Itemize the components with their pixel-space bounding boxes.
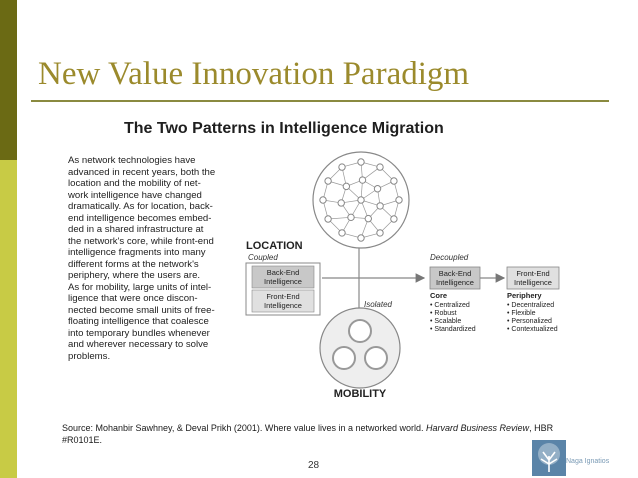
network-node [339,230,345,236]
network-node [391,216,397,222]
isolated-label: Isolated [363,300,393,309]
network-node [343,183,349,189]
network-node [348,214,354,220]
periphery-item: • Decentralized [507,302,555,309]
body-line: As for mobility, large units of intel- [68,281,212,293]
periphery-item: • Contextualized [507,326,558,333]
body-line: different forms at the network's [68,258,199,270]
body-line: advanced in recent years, both the [68,166,216,178]
body-line: the network's core, while front-end [68,235,214,247]
coupled-label: Coupled [248,253,278,262]
body-line: As network technologies have [68,155,196,166]
network-node [391,178,397,184]
page-number: 28 [308,460,320,471]
network-node [377,230,383,236]
body-line: ligence that were once discon- [68,293,198,304]
source-text: Source: Mohanbir Sawhney, & Deval Prikh (2001). Where value lives in a networked world. [62,423,427,433]
intelligence-migration-diagram [240,150,570,410]
source-journal: Harvard Business Review [426,423,530,433]
core-item: • Standardized [430,326,476,333]
left-accent-bar-light [0,160,17,478]
left-accent-bar-dark [0,0,17,160]
slide-title: New Value Innovation Paradigm [38,56,470,92]
logo-text: Naga Ignatios [566,458,610,465]
isolated-unit [333,347,355,369]
network-node [325,216,331,222]
decoupled-front-end-label: Front-End [516,269,550,278]
figure-title: The Two Patterns in Intelligence Migration [124,120,444,137]
network-node [365,215,371,221]
coupled-front-end-label: Front-End [266,292,300,301]
coupled-back-end-label: Intelligence [264,277,302,286]
source-text-end: , HBR #R0101E. [62,423,554,445]
decoupled-front-end-label: Intelligence [514,278,552,287]
network-node [358,235,364,241]
network-node [377,164,383,170]
body-line: nected become small units of free- [68,304,215,316]
source-citation [62,422,582,446]
core-title: Core [430,291,448,300]
decoupled-back-end-label: Back-End [438,269,472,278]
body-line: and wherever necessary to solve [68,339,209,350]
isolated-unit [349,320,371,342]
network-node [320,197,326,203]
network-node [338,200,344,206]
title-divider [31,100,609,102]
body-line: periphery, where the users are. [68,270,201,281]
body-line: ded in a shared infrastructure at [68,224,204,235]
body-line: work intelligence have changed [68,189,202,201]
periphery-item: • Flexible [507,310,536,317]
periphery-item: • Personalized [507,318,552,325]
isolated-unit [365,347,387,369]
core-item: • Scalable [430,318,462,325]
network-node [377,203,383,209]
body-paragraph [68,155,248,362]
body-line: end intelligence becomes embed- [68,212,212,224]
network-node [396,197,402,203]
core-item: • Robust [430,310,457,317]
body-line: floating intelligence that coalesce [68,316,209,327]
location-label: LOCATION [246,240,303,252]
mobility-label: MOBILITY [333,388,387,400]
network-node [325,178,331,184]
core-item: • Centralized [430,302,470,309]
network-node [358,197,364,203]
body-line: intelligence fragments into many [68,247,206,258]
tree-logo-icon [532,440,566,476]
decoupled-back-end-label: Intelligence [436,278,474,287]
network-node [374,186,380,192]
network-node [339,164,345,170]
coupled-front-end-label: Intelligence [264,301,302,310]
decoupled-label: Decoupled [430,253,469,262]
body-line: problems. [68,350,111,362]
coupled-back-end-label: Back-End [266,268,300,277]
body-line: location and the mobility of net- [68,178,201,189]
periphery-title: Periphery [507,291,542,300]
network-node [358,159,364,165]
body-line: into temporary bundles whenever [68,327,210,339]
network-node [359,177,365,183]
body-line: dramatically. As for location, back- [68,201,213,212]
